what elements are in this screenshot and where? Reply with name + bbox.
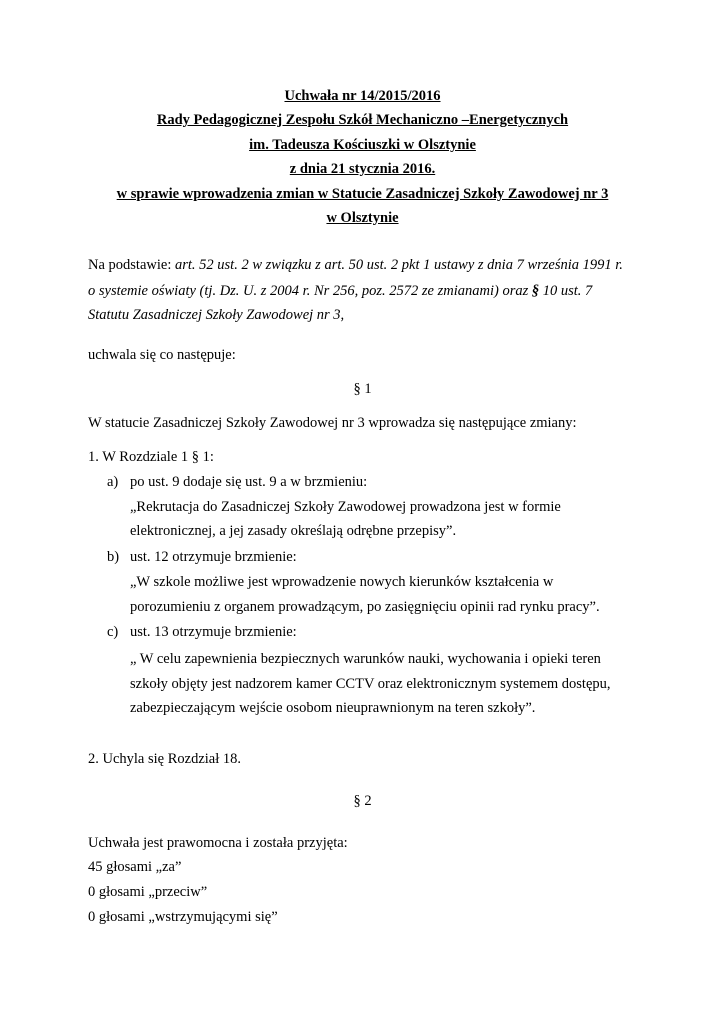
amendment-item-1: 1. W Rozdziale 1 § 1: [88, 449, 214, 465]
paragraph-2-intro: Uchwała jest prawomocna i została przyjęta: [88, 835, 348, 851]
quote-b-line2: porozumieniu z organem prowadzącym, po zasięgnięciu opinii rad rynku pracy”. [130, 599, 600, 615]
paragraph-1-intro: W statucie Zasadniczej Szkoły Zawodowej nr 3 wprowadza się następujące zmiany: [88, 415, 577, 431]
resolves-clause: uchwala się co następuje: [88, 347, 236, 363]
amendment-item-2: 2. Uchyla się Rozdział 18. [88, 751, 242, 767]
quote-a-line1: „Rekrutacja do Zasadniczej Szkoły Zawodowej prowadzona jest w formie [130, 499, 561, 515]
quote-c-line1: „ W celu zapewnienia bezpiecznych warunków nauki, wychowania i opieki teren [130, 651, 601, 667]
resolution-date: z dnia 21 stycznia 2016. [289, 161, 436, 177]
quote-a-line2: elektronicznej, a jej zasady określają odrębne przepisy”. [130, 523, 457, 539]
resolution-subject-line1: w sprawie wprowadzenia zmian w Statucie Zasadniczej Szkoły Zawodowej nr 3 [116, 186, 609, 202]
vote-against: 0 głosami „przeciw” [88, 884, 208, 900]
paragraph-2-heading: § 2 [353, 793, 372, 809]
list-label-c: c) [107, 624, 119, 640]
legal-basis-text2b: 10 ust. 7 [539, 283, 593, 299]
list-text-a: po ust. 9 dodaje się ust. 9 a w brzmieniu: [130, 474, 368, 490]
quote-c-line2: szkoły objęty jest nadzorem kamer CCTV oraz elektronicznym systemem dostępu, [130, 676, 611, 692]
legal-basis-text1: art. 52 ust. 2 w związku z art. 50 ust. 2 pkt 1 ustawy z dnia 7 września 1991 r. [174, 257, 623, 273]
legal-basis-line2 [88, 282, 592, 300]
quote-c-line3: zabezpieczającym wejście osobom nieuprawnionym na teren szkoły”. [130, 700, 536, 716]
section-sign: § [531, 283, 540, 299]
resolution-title: Uchwała nr 14/2015/2016 [284, 88, 441, 104]
quote-b-line1: „W szkole możliwe jest wprowadzenie nowych kierunków kształcenia w [130, 574, 554, 590]
legal-basis-prefix: Na podstawie: [88, 257, 175, 273]
legal-basis-text2a: o systemie oświaty (tj. Dz. U. z 2004 r. Nr 256, poz. 2572 ze zmianami) oraz [88, 283, 532, 299]
list-text-b: ust. 12 otrzymuje brzmienie: [130, 549, 297, 565]
legal-basis-line1 [88, 256, 623, 274]
list-text-c: ust. 13 otrzymuje brzmienie: [130, 624, 297, 640]
list-label-b: b) [107, 549, 120, 565]
list-label-a: a) [107, 474, 119, 490]
resolution-subject-line2: w Olsztynie [326, 210, 399, 226]
vote-abstain: 0 głosami „wstrzymującymi się” [88, 909, 278, 925]
vote-for: 45 głosami „za” [88, 859, 182, 875]
legal-basis-line3: Statutu Zasadniczej Szkoły Zawodowej nr 3, [88, 307, 345, 323]
school-patron: im. Tadeusza Kościuszki w Olsztynie [249, 137, 476, 153]
paragraph-1-heading: § 1 [353, 381, 372, 397]
council-name: Rady Pedagogicznej Zespołu Szkół Mechaniczno –Energetycznych [156, 112, 569, 128]
